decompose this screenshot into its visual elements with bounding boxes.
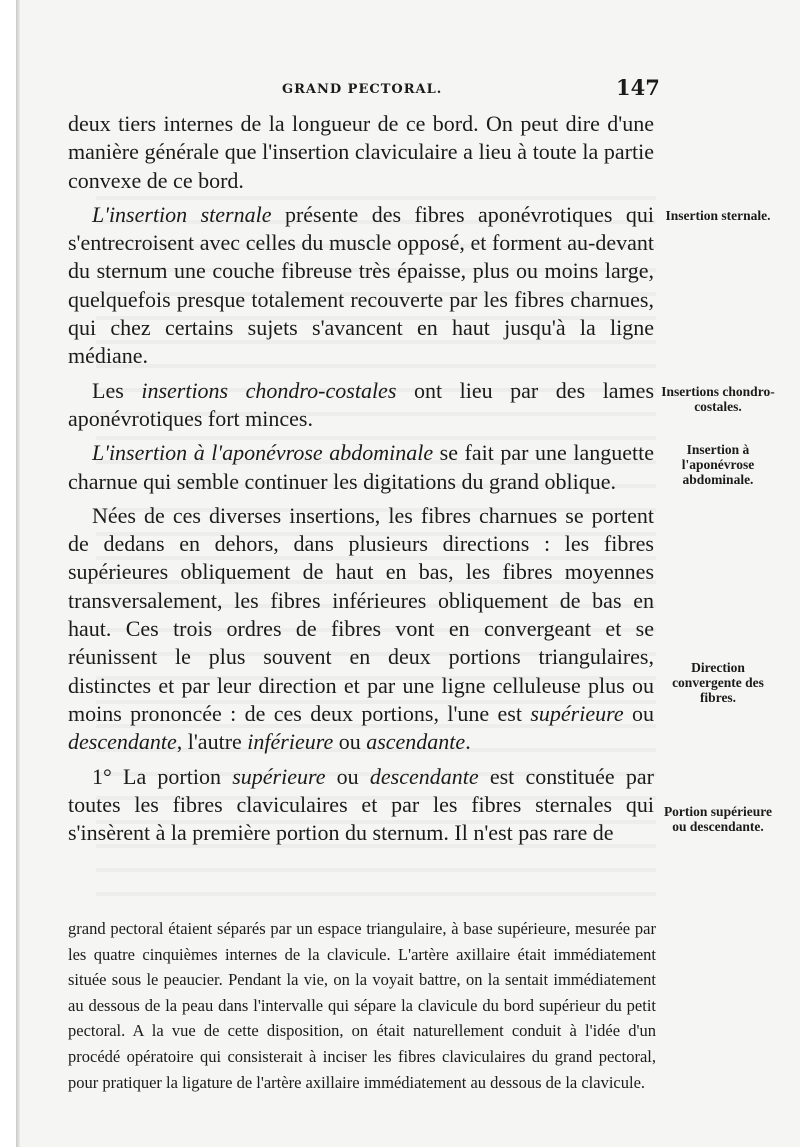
footnote-text: grand pectoral étaient séparés par un espace triangulaire, à base supérieure, mesurée par les quatre cinquièmes internes de la clavicule. L'artère axillaire était immédiatement située sous le peaucier. Pendant la vie, on la voyait battre, on la sentait immédiatement au dessous de la peau dans l'intervalle qui sépare la clavicule du bord supérieur du petit pectoral. A la vue de cette disposition, on était naturellement conduit à l'idée d'un procédé opératoire qui consisterait à inciser les fibres claviculaires du grand pectoral, pour pratiquer la ligature de l'artère axillaire immédiatement au dessous de la clavicule. — [68, 919, 656, 1092]
paragraph-insertions-chondro-costales — [68, 377, 654, 434]
paragraph-insertion-abdominale — [68, 439, 654, 496]
paragraph-6-text-c: est constituée par toutes les fibres claviculaires et par les fibres sternales qui s'insèrent à la première portion du sternum. Il n'est pas rare de — [68, 763, 654, 846]
term-portion-descendante: descendante — [369, 763, 479, 789]
paragraph-1: deux tiers internes de la longueur de ce bord. On peut dire d'une manière générale que l'insertion claviculaire a lieu à toute la partie convexe de ce bord. — [68, 111, 654, 193]
margin-note-direction-convergente: Direction convergente des fibres. — [672, 660, 764, 705]
running-head-title: GRAND PECTORAL. — [282, 82, 443, 97]
term-inferieure: inférieure — [247, 729, 334, 755]
paragraph-5-text-a: Nées de ces diverses insertions, les fibres charnues se portent de dedans en dehors, dans plusieurs directions : les fibres supérieures obliquement de haut en bas, les fibres moyennes transversalement, les fibres inférieures obliquement de bas en haut. Ces trois ordres de fibres vont en convergeant et se réunissent le plus souvent en deux portions triangulaires, distinctes et par leur direction et par une ligne celluleuse plus ou moins prononcée : de ces deux portions, l'une est — [68, 502, 654, 726]
paragraph-6-text-a: 1° La portion — [92, 763, 233, 789]
margin-note-insertions-chondro-costales: Insertions chondro-costales. — [661, 384, 775, 414]
term-descendante: descendante — [68, 729, 177, 755]
margin-note-insertion-aponevrose: Insertion à l'aponévrose abdominale. — [681, 442, 755, 487]
paragraph-3-lead: Les — [92, 377, 142, 403]
footnote — [68, 916, 656, 1095]
term-insertions-chondro-costales: insertions chondro-costales — [141, 377, 397, 403]
paragraph-2-text: présente des fibres aponévrotiques qui s'entrecroisent avec celles du muscle opposé, et forment au-devant du sternum une couche fibreuse très épaisse, plus ou moins large, quelquefois presque totalement recouverte par les fibres charnues, qui chez certains sujets s'avancent en haut jusqu'à la ligne médiane. — [68, 201, 654, 369]
paragraph-5-text-c: , l'autre — [176, 729, 248, 755]
paragraph-5-text-b: ou — [623, 700, 655, 726]
margin-note-portion-superieure: Portion supérieure ou descendante. — [663, 804, 773, 834]
paragraph-4-text: se fait par une languette charnue qui semble continuer les digitations du grand oblique. — [68, 440, 654, 494]
term-superieure: supérieure — [530, 700, 624, 726]
paragraph-6-text-b: ou — [325, 763, 370, 789]
page-number: 147 — [616, 75, 660, 100]
term-portion-superieure: supérieure — [232, 763, 326, 789]
paragraph-5-text-d: ou — [333, 729, 367, 755]
paragraph-insertion-sternale — [68, 201, 654, 371]
paragraph-portion-superieure — [68, 763, 654, 848]
main-text-block — [68, 110, 654, 853]
paragraph-3-text: ont lieu par des lames aponévrotiques fort minces. — [68, 377, 655, 431]
book-page — [16, 0, 800, 1147]
term-insertion-sternale: L'insertion sternale — [92, 201, 272, 227]
term-insertion-abdominale: L'insertion à l'aponévrose abdominale — [92, 440, 434, 466]
margin-note-insertion-sternale: Insertion sternale. — [665, 208, 771, 223]
paragraph-direction-fibres — [68, 502, 654, 757]
term-ascendante: ascendante — [366, 729, 466, 755]
paragraph-5-text-e: . — [465, 729, 471, 755]
page-edge-shadow — [16, 0, 20, 1147]
